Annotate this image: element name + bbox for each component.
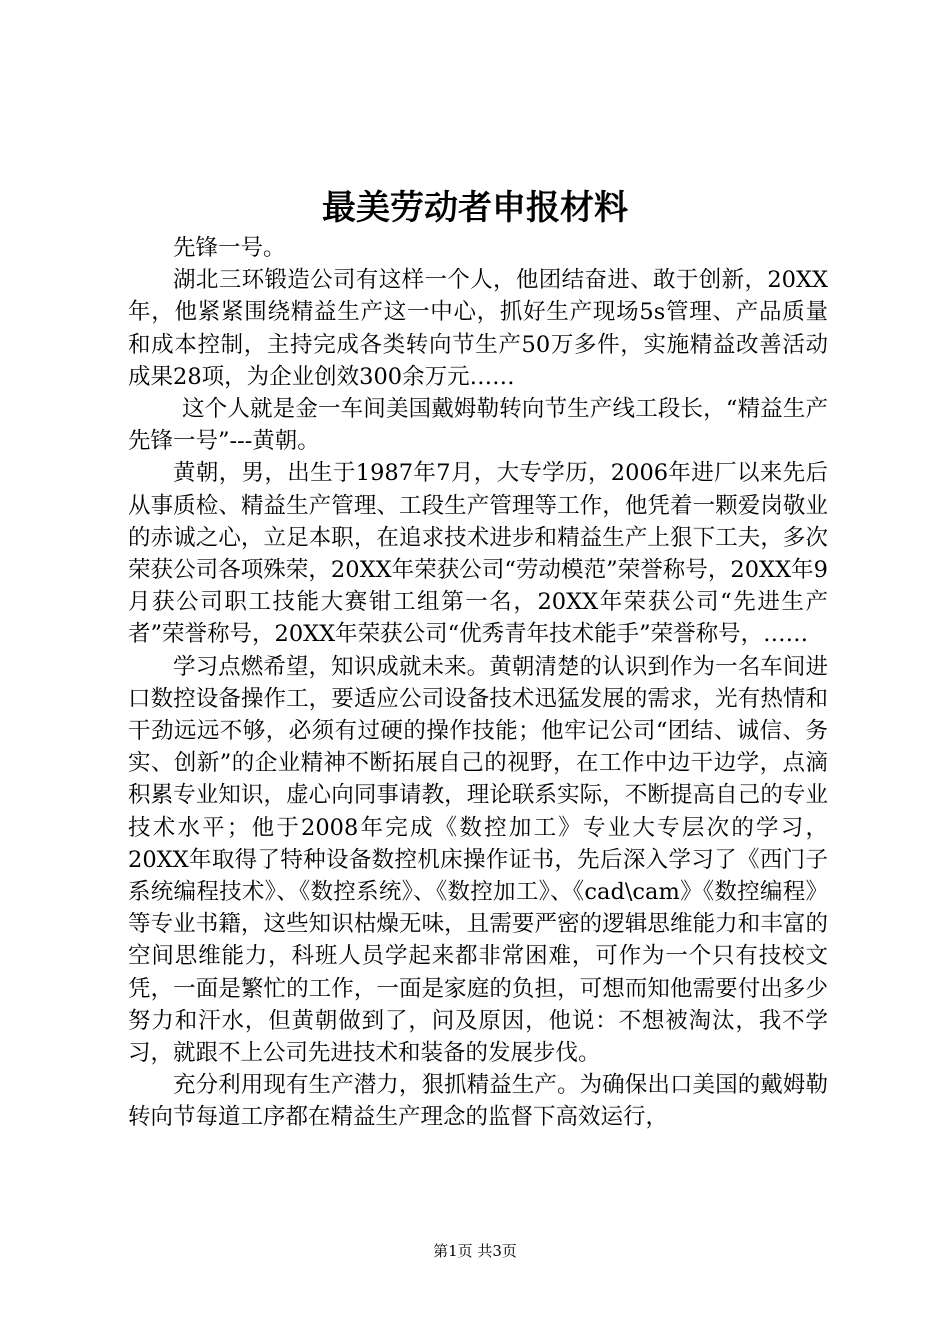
paragraph: 这个人就是金一车间美国戴姆勒转向节生产线工段长，“精益生产先锋一号”---黄朝。 <box>128 396 828 455</box>
paragraph: 充分利用现有生产潜力，狠抓精益生产。为确保出口美国的戴姆勒转向节每道工序都在精益生产理念的监督下高效运行， <box>128 1072 828 1131</box>
page-footer: 第1页 共3页 <box>433 1242 517 1260</box>
paragraph: 湖北三环锻造公司有这样一个人，他团结奋进、敢于创新，20XX年，他紧紧围绕精益生产这一中心，抓好生产现场5s管理、产品质量和成本控制，主持完成各类转向节生产50万多件，实施精益改善活动成果28项，为企业创效300余万元…… <box>128 267 828 390</box>
paragraph: 先锋一号。 <box>173 235 286 261</box>
paragraph: 黄朝，男，出生于1987年7月，大专学历，2006年进厂以来先后从事质检、精益生产管理、工段生产管理等工作，他凭着一颗爱岗敬业的赤诚之心，立足本职，在追求技术进步和精益生产上狠下工夫，多次荣获公司各项殊荣，20XX年荣获公司“劳动模范”荣誉称号，20XX年9月获公司职工技能大赛钳工组第一名，20XX年荣获公司“先进生产者”荣誉称号，20XX年荣获公司“优秀青年技术能手”荣誉称号，…… <box>128 460 828 648</box>
paragraph: 学习点燃希望，知识成就未来。黄朝清楚的认识到作为一名车间进口数控设备操作工，要适应公司设备技术迅猛发展的需求，光有热情和干劲远远不够，必须有过硬的操作技能；他牢记公司“团结、诚信、务实、创新”的企业精神不断拓展自己的视野，在工作中边干边学，点滴积累专业知识，虚心向同事请教，理论联系实际，不断提高自己的专业技术水平；他于2008年完成《数控加工》专业大专层次的学习，20XX年取得了特种设备数控机床操作证书，先后深入学习了《西门子系统编程技术》、《数控系统》、《数控加工》、《cad\cam》《数控编程》等专业书籍，这些知识枯燥无味，且需要严密的逻辑思维能力和丰富的空间思维能力，科班人员学起来都非常困难，可作为一个只有技校文凭，一面是繁忙的工作，一面是家庭的负担，可想而知他需要付出多少努力和汗水，但黄朝做到了，问及原因，他说：不想被淘汰，我不学习，就跟不上公司先进技术和装备的发展步伐。 <box>128 653 828 1067</box>
document-body <box>128 232 828 1134</box>
document-title: 最美劳动者申报材料 <box>322 188 628 228</box>
